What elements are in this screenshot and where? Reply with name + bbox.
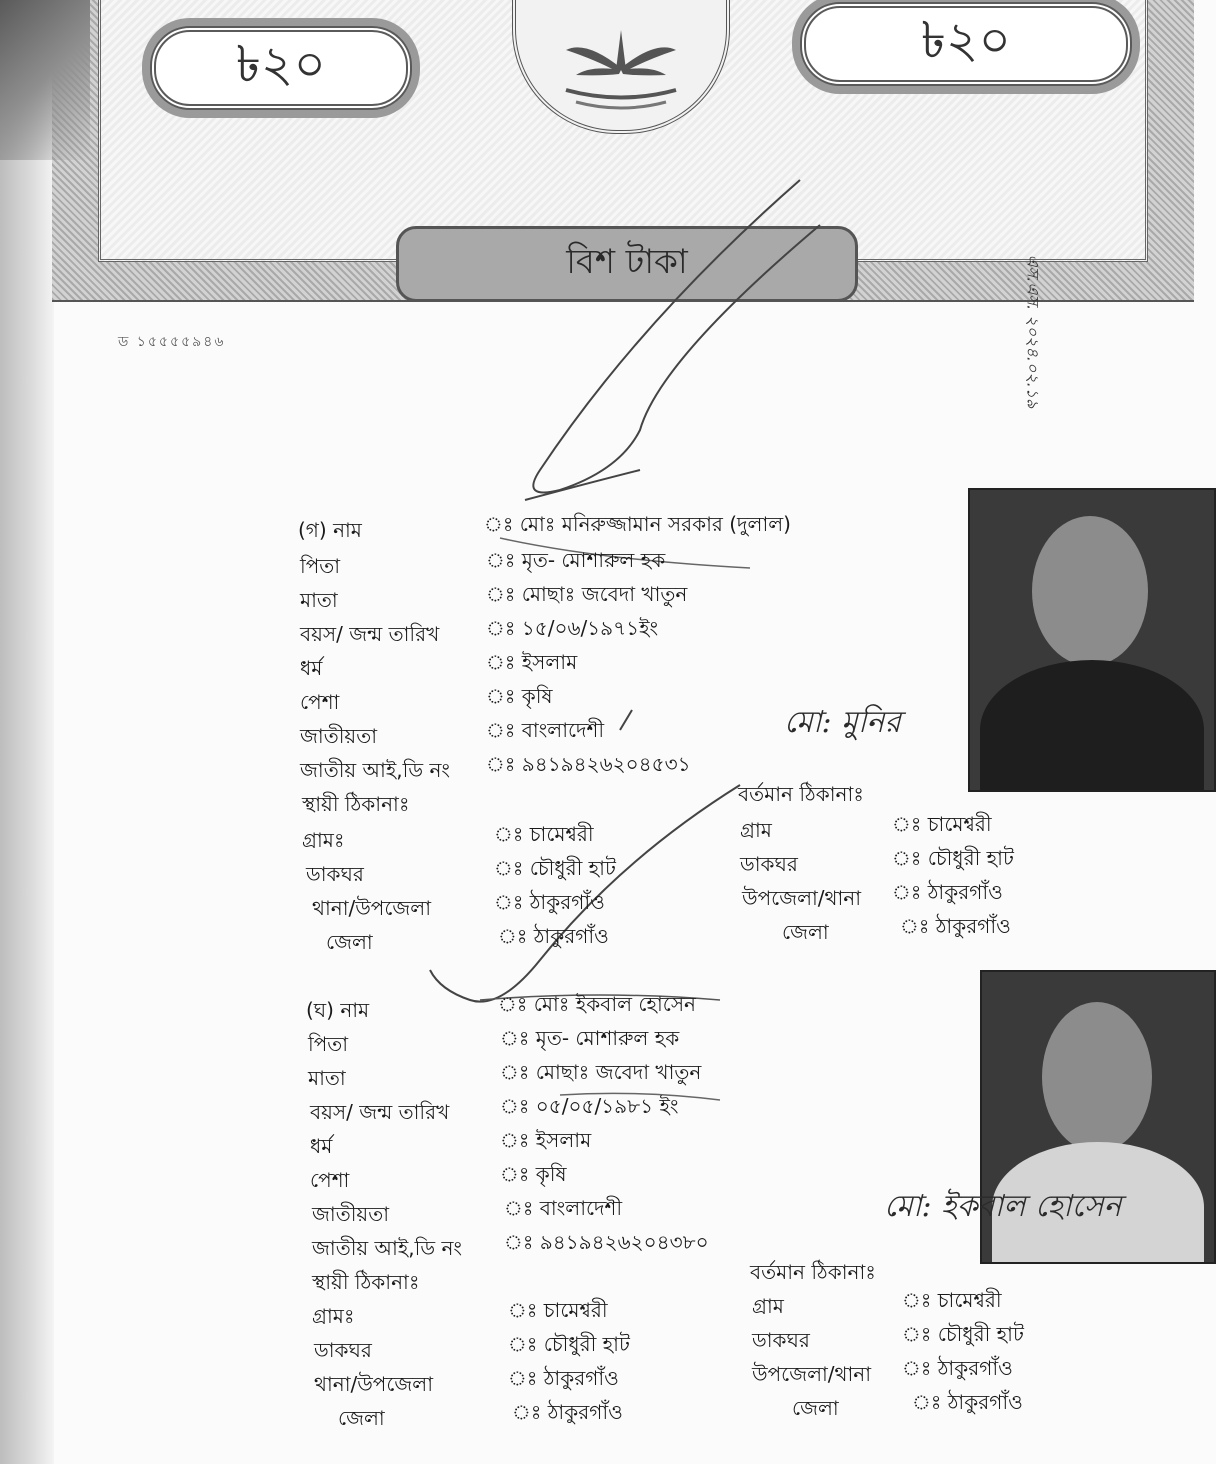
- field-label: গ্রামঃ: [312, 1304, 355, 1328]
- field-value: ঃ ০৫/০৫/১৯৮১ ইং: [500, 1094, 679, 1118]
- field-label: গ্রাম: [752, 1294, 784, 1318]
- field-value: ঃ চামেশ্বরী: [494, 822, 594, 846]
- signature-record-g: মো: মুনির: [784, 705, 901, 740]
- field-label: (গ) নাম: [298, 518, 362, 542]
- field-value: ঃ চৌধুরী হাট: [892, 846, 1014, 870]
- field-label: মাতা: [308, 1066, 346, 1090]
- field-label: পেশা: [300, 690, 340, 714]
- field-value: ঃ বাংলাদেশী: [504, 1196, 623, 1220]
- field-value: ঃ মোছাঃ জবেদা খাতুন: [486, 582, 688, 606]
- field-value: ঃ চামেশ্বরী: [892, 812, 992, 836]
- field-label: বয়স/ জন্ম তারিখ: [310, 1100, 450, 1124]
- stamp-value-right: ৳২০: [800, 2, 1132, 86]
- margin-handwritten-note: এস.এস. ২০২৪.০২.১৯: [1023, 253, 1043, 409]
- field-value: ঃ ঠাকুরগাঁও: [494, 890, 605, 914]
- field-label: জেলা: [326, 930, 373, 954]
- page-edge-shadow: [0, 0, 54, 1464]
- field-label: জাতীয় আই,ডি নং: [312, 1236, 462, 1260]
- page-corner-shadow: [0, 0, 90, 160]
- field-value: ঃ ইসলাম: [486, 650, 578, 674]
- field-label: ধর্ম: [300, 656, 323, 680]
- signature-record-gh: মো: ইকবাল হোসেন: [884, 1189, 1122, 1224]
- field-value: ঃ মৃত- মোশারুল হক: [500, 1026, 680, 1050]
- field-value: ঃ ঠাকুরগাঁও: [508, 1366, 619, 1390]
- field-label: জেলা: [338, 1406, 385, 1430]
- field-label: বয়স/ জন্ম তারিখ: [300, 622, 440, 646]
- field-label: ডাকঘর: [306, 862, 364, 886]
- field-label: ধর্ম: [310, 1134, 333, 1158]
- field-value: ঃ ঠাকুরগাঁও: [498, 924, 609, 948]
- present-address-heading: বর্তমান ঠিকানাঃ: [750, 1260, 876, 1284]
- field-value: ঃ মোঃ মনিরুজ্জামান সরকার (দুলাল): [484, 512, 791, 536]
- field-label: (ঘ) নাম: [306, 998, 370, 1022]
- field-label: গ্রাম: [740, 818, 772, 842]
- field-label: উপজেলা/থানা: [742, 886, 862, 910]
- field-label: মাতা: [300, 588, 338, 612]
- field-value: ঃ বাংলাদেশী: [486, 718, 605, 742]
- field-label: উপজেলা/থানা: [752, 1362, 872, 1386]
- field-label: জেলা: [792, 1396, 839, 1420]
- field-value: ঃ কৃষি: [486, 684, 553, 708]
- field-value: ঃ ঠাকুরগাঁও: [912, 1390, 1023, 1414]
- field-label: ডাকঘর: [314, 1338, 372, 1362]
- stamp-serial-number: ড ১৫৫৫৫৯৪৬: [118, 334, 226, 350]
- field-value: ঃ চৌধুরী হাট: [508, 1332, 630, 1356]
- stamp-denomination: বিশ টাকা: [396, 226, 858, 302]
- permanent-address-heading: স্থায়ী ঠিকানাঃ: [312, 1270, 420, 1294]
- field-value: ঃ চৌধুরী হাট: [902, 1322, 1024, 1346]
- field-label: জাতীয়তা: [312, 1202, 390, 1226]
- field-label: পেশা: [310, 1168, 350, 1192]
- field-label: জেলা: [782, 920, 829, 944]
- field-value: ঃ চামেশ্বরী: [508, 1298, 608, 1322]
- field-value: ঃ চৌধুরী হাট: [494, 856, 616, 880]
- field-value: ঃ ঠাকুরগাঁও: [892, 880, 1003, 904]
- field-value: ঃ ইসলাম: [500, 1128, 592, 1152]
- field-label: গ্রামঃ: [302, 828, 345, 852]
- field-value: ঃ কৃষি: [500, 1162, 567, 1186]
- field-value: ঃ মোঃ ইকবাল হোসেন: [498, 992, 696, 1016]
- field-value: ঃ ঠাকুরগাঁও: [512, 1400, 623, 1424]
- permanent-address-heading: স্থায়ী ঠিকানাঃ: [302, 792, 410, 816]
- field-value: ঃ মৃত- মোশারুল হক: [486, 548, 666, 572]
- field-label: ডাকঘর: [740, 852, 798, 876]
- field-label: পিতা: [300, 554, 341, 578]
- photo-record-g: [968, 488, 1216, 792]
- field-value: ঃ ৯৪১৯৪২৬২০৪৫৩১: [486, 752, 691, 776]
- field-value: ঃ চামেশ্বরী: [902, 1288, 1002, 1312]
- field-label: থানা/উপজেলা: [314, 1372, 434, 1396]
- field-label: থানা/উপজেলা: [312, 896, 432, 920]
- present-address-heading: বর্তমান ঠিকানাঃ: [738, 782, 864, 806]
- field-label: জাতীয়তা: [300, 724, 378, 748]
- field-label: পিতা: [308, 1032, 349, 1056]
- field-value: ঃ ঠাকুরগাঁও: [900, 914, 1011, 938]
- field-value: ঃ ঠাকুরগাঁও: [902, 1356, 1013, 1380]
- field-value: ঃ ১৫/০৬/১৯৭১ইং: [486, 616, 659, 640]
- stamp-value-left: ৳২০: [150, 26, 412, 110]
- field-label: ডাকঘর: [752, 1328, 810, 1352]
- field-value: ঃ মোছাঃ জবেদা খাতুন: [500, 1060, 702, 1084]
- field-label: জাতীয় আই,ডি নং: [300, 758, 450, 782]
- field-value: ঃ ৯৪১৯৪২৬২০৪৩৮০: [504, 1230, 709, 1254]
